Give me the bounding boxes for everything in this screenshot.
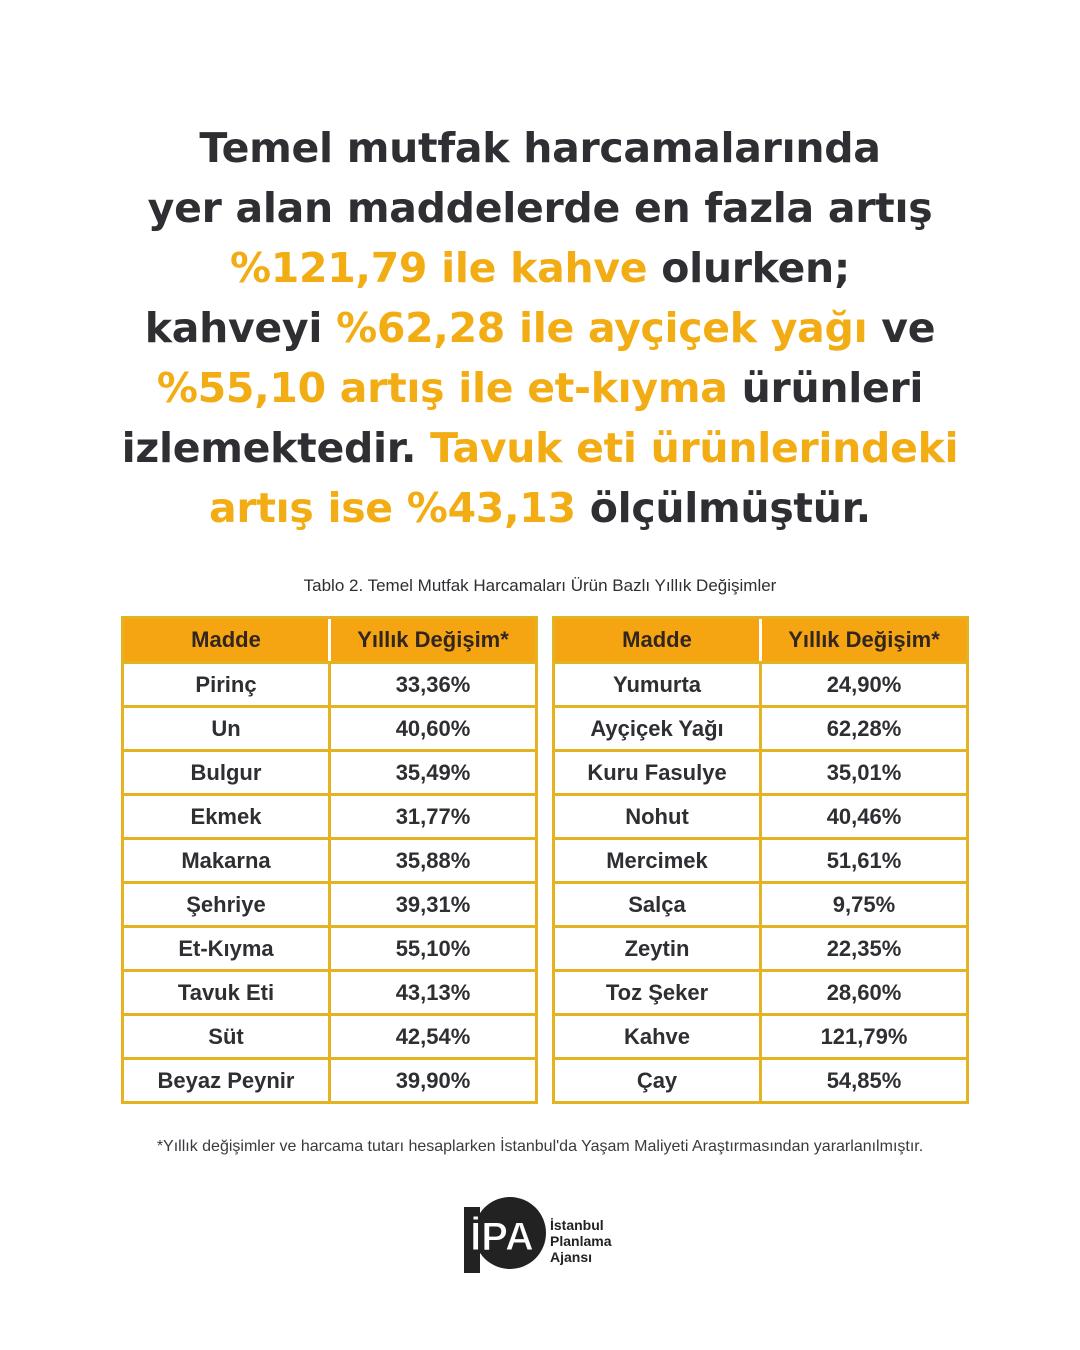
- item-cell: Şehriye: [124, 881, 331, 925]
- table-row: [555, 837, 966, 881]
- table-row: [555, 793, 966, 837]
- table-row: [124, 969, 535, 1013]
- item-cell: Toz Şeker: [555, 969, 762, 1013]
- item-cell: Tavuk Eti: [124, 969, 331, 1013]
- change-cell: 31,77%: [331, 793, 535, 837]
- change-cell: 28,60%: [762, 969, 966, 1013]
- table-header-row: [124, 619, 535, 661]
- headline-text: ve: [867, 304, 936, 352]
- item-cell: Ayçiçek Yağı: [555, 705, 762, 749]
- table-row: [124, 881, 535, 925]
- footnote: *Yıllık değişimler ve harcama tutarı hesaplarken İstanbul'da Yaşam Maliyeti Araştırmasından yararlanılmıştır.: [156, 1138, 924, 1155]
- item-cell: Çay: [555, 1057, 762, 1101]
- logo-wordmark: [550, 1217, 611, 1265]
- change-cell: 54,85%: [762, 1057, 966, 1101]
- item-cell: Kuru Fasulye: [555, 749, 762, 793]
- item-cell: Nohut: [555, 793, 762, 837]
- column-header-item: Madde: [555, 619, 762, 661]
- table-row: [555, 1057, 966, 1101]
- price-change-table-left: [121, 616, 538, 1104]
- headline-highlight: %55,10 artış ile et-kıyma: [156, 364, 728, 412]
- change-cell: 62,28%: [762, 705, 966, 749]
- item-cell: Kahve: [555, 1013, 762, 1057]
- headline-text: yer alan maddelerde en fazla artış: [147, 184, 933, 232]
- ipa-logo-icon: [462, 1193, 547, 1279]
- table-caption: Tablo 2. Temel Mutfak Harcamaları Ürün Bazlı Yıllık Değişimler: [303, 576, 777, 595]
- change-cell: 35,01%: [762, 749, 966, 793]
- logo-line: İstanbul: [550, 1217, 604, 1233]
- item-cell: Un: [124, 705, 331, 749]
- table-header-row: [555, 619, 966, 661]
- table-row: [555, 705, 966, 749]
- change-cell: 33,36%: [331, 661, 535, 705]
- item-cell: Salça: [555, 881, 762, 925]
- item-cell: Yumurta: [555, 661, 762, 705]
- table-row: [124, 793, 535, 837]
- change-cell: 40,46%: [762, 793, 966, 837]
- change-cell: 40,60%: [331, 705, 535, 749]
- column-header-change: Yıllık Değişim*: [762, 619, 966, 661]
- change-cell: 43,13%: [331, 969, 535, 1013]
- headline-highlight: %121,79 ile kahve: [229, 244, 648, 292]
- headline-text: olurken;: [647, 244, 851, 292]
- column-header-change: Yıllık Değişim*: [331, 619, 535, 661]
- table-row: [124, 925, 535, 969]
- change-cell: 35,88%: [331, 837, 535, 881]
- change-cell: 24,90%: [762, 661, 966, 705]
- headline-highlight: artış ise %43,13: [209, 484, 576, 532]
- change-cell: 22,35%: [762, 925, 966, 969]
- table-row: [124, 1057, 535, 1101]
- change-cell: 9,75%: [762, 881, 966, 925]
- item-cell: Zeytin: [555, 925, 762, 969]
- change-cell: 39,31%: [331, 881, 535, 925]
- item-cell: Makarna: [124, 837, 331, 881]
- item-cell: Süt: [124, 1013, 331, 1057]
- table-row: [555, 925, 966, 969]
- change-cell: 121,79%: [762, 1013, 966, 1057]
- table-row: [124, 749, 535, 793]
- change-cell: 55,10%: [331, 925, 535, 969]
- headline-text: Temel mutfak harcamalarında: [199, 124, 881, 172]
- logo-line: Ajansı: [550, 1249, 593, 1265]
- column-header-item: Madde: [124, 619, 331, 661]
- table-row: [124, 661, 535, 705]
- price-change-table-right: [552, 616, 969, 1104]
- item-cell: Pirinç: [124, 661, 331, 705]
- item-cell: Et-Kıyma: [124, 925, 331, 969]
- change-cell: 51,61%: [762, 837, 966, 881]
- headline-text: ölçülmüştür.: [575, 484, 871, 532]
- table-row: [555, 749, 966, 793]
- change-cell: 35,49%: [331, 749, 535, 793]
- headline-text: kahveyi: [144, 304, 337, 352]
- headline: [60, 118, 1020, 538]
- change-cell: 42,54%: [331, 1013, 535, 1057]
- change-cell: 39,90%: [331, 1057, 535, 1101]
- item-cell: Mercimek: [555, 837, 762, 881]
- item-cell: Ekmek: [124, 793, 331, 837]
- headline-highlight: %62,28 ile ayçiçek yağı: [336, 304, 868, 352]
- logo-line: Planlama: [550, 1233, 612, 1249]
- table-row: [555, 661, 966, 705]
- headline-text: izlemektedir.: [121, 424, 431, 472]
- table-row: [555, 881, 966, 925]
- table-row: [124, 837, 535, 881]
- table-row: [555, 969, 966, 1013]
- table-row: [124, 705, 535, 749]
- table-row: [124, 1013, 535, 1057]
- table-row: [555, 1013, 966, 1057]
- headline-text: ürünleri: [727, 364, 924, 412]
- item-cell: Beyaz Peynir: [124, 1057, 331, 1101]
- ipa-logo: [462, 1193, 632, 1283]
- headline-highlight: Tavuk eti ürünlerindeki: [430, 424, 959, 472]
- logo-mark-text: İPA: [470, 1215, 534, 1259]
- item-cell: Bulgur: [124, 749, 331, 793]
